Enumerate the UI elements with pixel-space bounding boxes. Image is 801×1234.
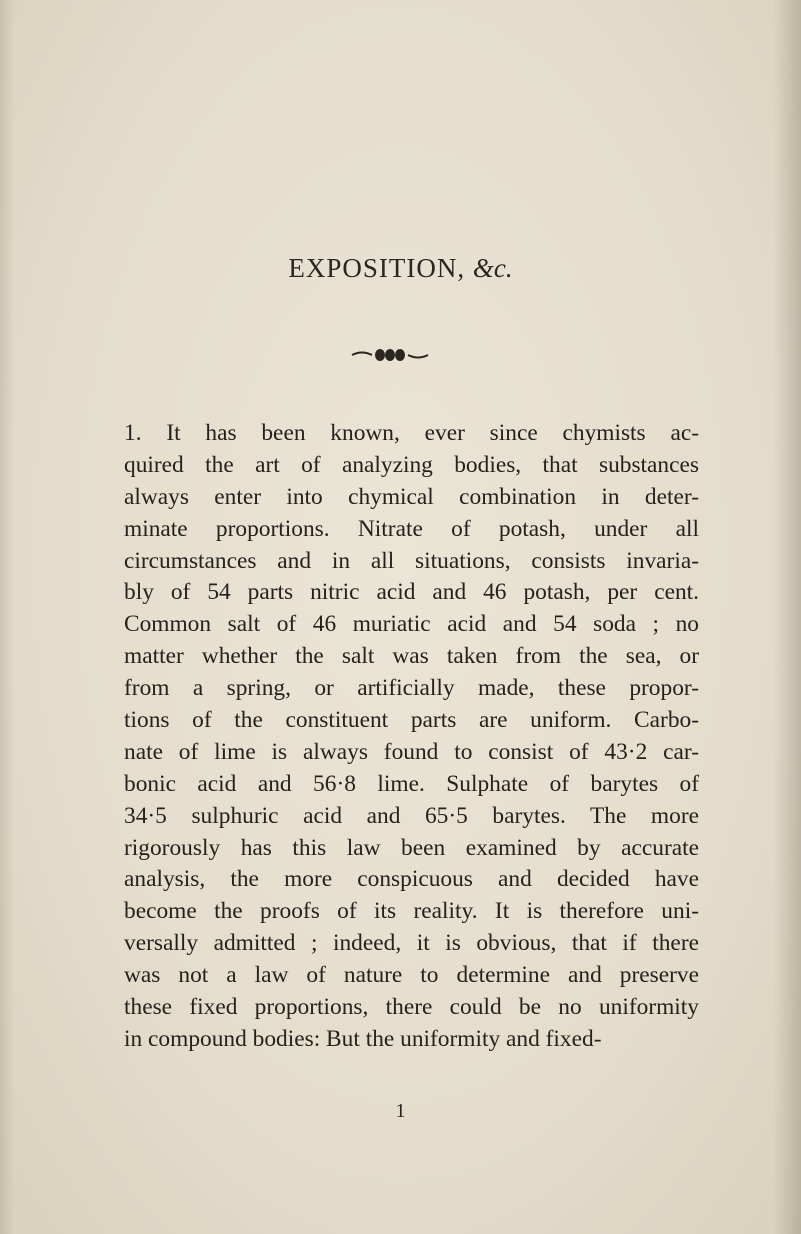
text-line: rigorously has this law been examined by accurate	[124, 834, 699, 861]
text-line: quired the art of analyzing bodies, that substances	[124, 451, 699, 478]
printers-ornament-icon	[350, 346, 430, 364]
chapter-heading	[0, 253, 801, 284]
text-line: analysis, the more conspicuous and decided have	[124, 866, 699, 893]
text-line: in compound bodies: But the uniformity and fixed-	[124, 1025, 602, 1052]
page-gutter-shadow	[0, 0, 14, 1234]
text-line: was not a law of nature to determine and preserve	[124, 962, 699, 989]
text-line: versally admitted ; indeed, it is obvious, that if there	[124, 930, 699, 957]
heading-etc: &c.	[472, 253, 513, 283]
paragraph-1	[124, 418, 699, 1056]
text-line: become the proofs of its reality. It is therefore uni-	[124, 898, 699, 925]
text-line: minate proportions. Nitrate of potash, under all	[124, 515, 699, 542]
heading-main: EXPOSITION,	[288, 253, 466, 283]
text-line: Common salt of 46 muriatic acid and 54 soda ; no	[124, 611, 699, 638]
text-line: these fixed proportions, there could be no uniformity	[124, 994, 699, 1021]
text-line: tions of the constituent parts are uniform. Carbo-	[124, 707, 699, 734]
text-line: bonic acid and 56·8 lime. Sulphate of barytes of	[124, 770, 699, 797]
text-line: 1. It has been known, ever since chymists ac-	[124, 420, 699, 446]
page-edge-shadow	[773, 0, 801, 1234]
text-line: 34·5 sulphuric acid and 65·5 barytes. The more	[124, 802, 699, 829]
text-line: circumstances and in all situations, consists invaria-	[124, 547, 699, 574]
text-line: bly of 54 parts nitric acid and 46 potash, per cent.	[124, 579, 699, 606]
text-line: always enter into chymical combination in deter-	[124, 483, 699, 510]
text-line: from a spring, or artificially made, these propor-	[124, 675, 699, 702]
signature-mark: 1	[395, 1100, 406, 1122]
text-line: nate of lime is always found to consist of 43·2 car-	[124, 738, 699, 765]
text-line: matter whether the salt was taken from the sea, or	[124, 643, 699, 670]
